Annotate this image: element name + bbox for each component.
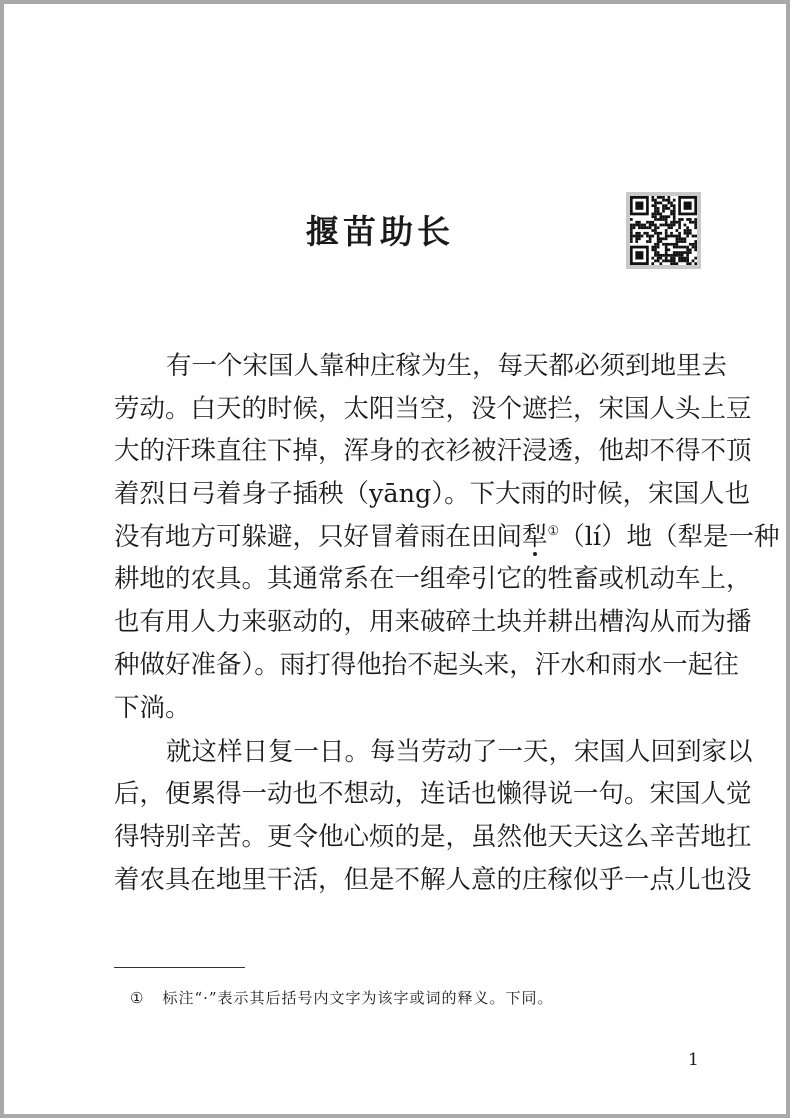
- paragraph-2: [114, 731, 753, 902]
- footnote-number: ①: [130, 989, 145, 1007]
- text-line: 有一个宋国人靠种庄稼为生，每天都必须到地里去: [166, 351, 728, 381]
- paragraph-1: [114, 345, 780, 729]
- page-number: 1: [688, 1050, 699, 1070]
- text-segment: 没有地方可躲避，只好冒着雨在田间: [114, 521, 523, 552]
- footnote-text: 标注“·”表示其后括号内文字为该字或词的释义。下同。: [162, 989, 554, 1007]
- text-line: 得特别辛苦。更令他心烦的是，虽然他天天这么辛苦地扛: [114, 822, 752, 853]
- qr-code[interactable]: [626, 192, 701, 269]
- text-line: 大的汗珠直往下掉，浑身的衣衫被汗浸透，他却不得不顶: [114, 436, 752, 467]
- text-line: 种做好准备）。雨打得他抬不起头来，汗水和雨水一起往: [114, 649, 739, 680]
- text-line: 劳动。白天的时候，太阳当空，没个遮拦，宋国人头上豆: [114, 393, 752, 424]
- text-line: 耕地的农具。其通常系在一组牵引它的牲畜或机动车上，: [114, 564, 752, 595]
- text-line: 后，便累得一动也不想动，连话也懒得说一句。宋国人觉: [114, 779, 752, 810]
- text-line: [114, 516, 780, 559]
- text-line: 着烈日弓着身子插秧（yāng）。下大雨的时候，宋国人也: [114, 479, 751, 510]
- text-line: 着农具在地里干活，但是不解人意的庄稼似乎一点儿也没: [114, 864, 752, 895]
- footnote-reference[interactable]: ①: [547, 523, 560, 539]
- footnote: [130, 987, 554, 1008]
- footnote-divider: [114, 967, 245, 968]
- annotated-character: 犁: [522, 521, 548, 552]
- page-title: 揠苗助长: [306, 212, 454, 251]
- text-line: 就这样日复一日。每当劳动了一天，宋国人回到家以: [166, 736, 753, 767]
- text-line: 下淌。: [114, 692, 191, 723]
- text-segment: （lí）地（犁是一种: [559, 521, 780, 552]
- story-text: [114, 345, 780, 901]
- text-line: 也有用人力来驱动的，用来破碎土块并耕出槽沟从而为播: [114, 607, 752, 638]
